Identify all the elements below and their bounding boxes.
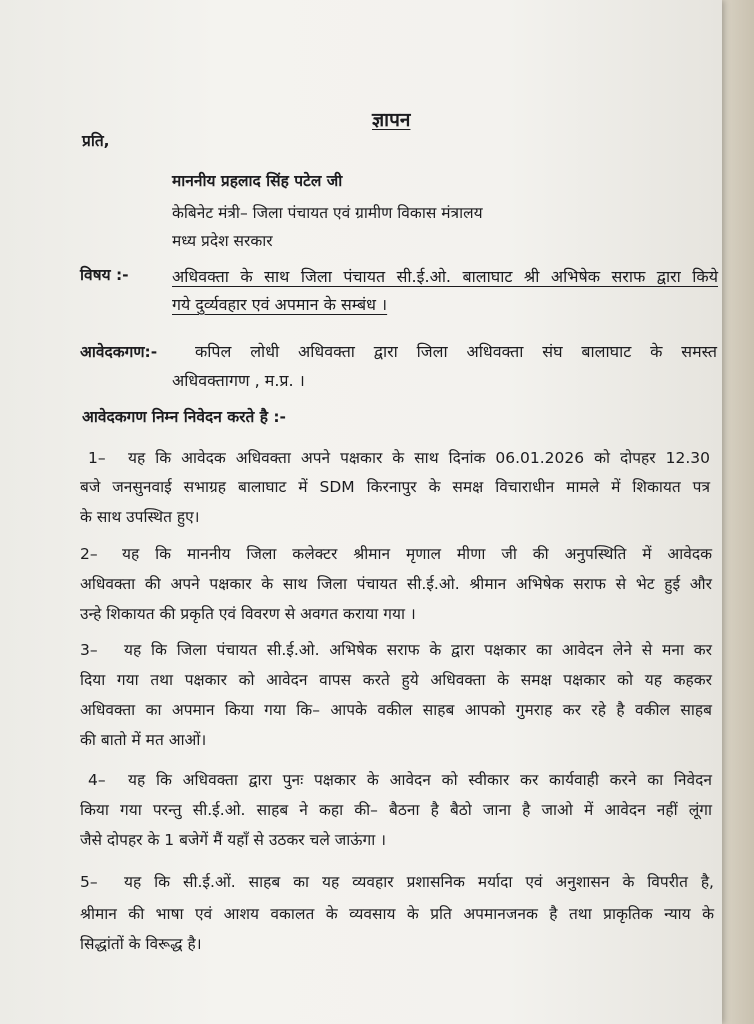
point-line: श्रीमान की भाषा एवं आशय वकालत के व्यवसाय के प्रति अपमानजनक है तथा प्राकृतिक न्याय के xyxy=(80,905,714,923)
point-line: दिया गया तथा पक्षकार को आवेदन वापस करते हुये अधिवक्ता के समक्ष पक्षकार को यह कहकर xyxy=(80,671,712,689)
salutation: प्रति, xyxy=(82,132,110,150)
point-line: यह कि जिला पंचायत सी.ई.ओ. अभिषेक सराफ के द्वारा पक्षकार का आवेदन लेने से मना कर xyxy=(124,641,712,659)
background-newspaper-strip xyxy=(722,0,754,1024)
applicants-line-1: कपिल लोधी अधिवक्ता द्वारा जिला अधिवक्ता संघ बालाघाट के समस्त xyxy=(195,342,717,361)
point-line: के साथ उपस्थित हुए। xyxy=(80,508,200,526)
point-line: किया गया परन्तु सी.ई.ओ. साहब ने कहा की– बैठना है बैठो जाना है जाओ में आवेदन नहीं लूंगा xyxy=(80,801,712,819)
point-line: उन्हे शिकायत की प्रकृति एवं विवरण से अवगत कराया गया । xyxy=(80,605,416,623)
subject-line-2: गये दुर्व्यवहार एवं अपमान के सम्बंध । xyxy=(172,295,388,314)
subject-label: विषय :- xyxy=(80,266,129,284)
recipient-designation: केबिनेट मंत्री– जिला पंचायत एवं ग्रामीण विकास मंत्रालय xyxy=(172,204,483,222)
point-line: बजे जनसुनवाई सभाग्रह बालाघाट में SDM किरनापुर के समक्ष विचाराधीन मामले में शिकायत पत्र xyxy=(80,478,710,496)
point-number: 5– xyxy=(80,873,98,891)
applicants-label: आवेदकगण:- xyxy=(80,343,158,361)
point-line: यह कि अधिवक्ता द्वारा पुनः पक्षकार के आवेदन को स्वीकार कर कार्यवाही करने का निवेदन xyxy=(128,771,712,789)
subject-line-1: अधिवक्ता के साथ जिला पंचायत सी.ई.ओ. बालाघाट श्री अभिषेक सराफ द्वारा किये xyxy=(172,267,718,286)
point-line: यह कि सी.ई.ओं. साहब का यह व्यवहार प्रशासनिक मर्यादा एवं अनुशासन के विपरीत है, xyxy=(124,873,714,891)
applicants-line-2: अधिवक्तागण , म.प्र. । xyxy=(172,371,305,390)
recipient-name: माननीय प्रहलाद सिंह पटेल जी xyxy=(172,172,343,190)
point-number: 3– xyxy=(80,641,98,659)
point-number: 1– xyxy=(88,449,106,467)
point-line: अधिवक्ता की अपने पक्षकार के साथ जिला पंचायत सी.ई.ओ. श्रीमान अभिषेक सराफ से भेट हुई और xyxy=(80,575,712,593)
intro-line: आवेदकगण निम्न निवेदन करते है :- xyxy=(82,408,286,426)
point-line: जैसे दोपहर के 1 बजेगें मैं यहाँ से उठकर चले जाऊंगा । xyxy=(80,831,387,849)
point-line: सिद्धांतों के विरूद्ध है। xyxy=(80,935,202,953)
point-line: यह कि माननीय जिला कलेक्टर श्रीमान मृणाल मीणा जी की अनुपस्थिति में आवेदक xyxy=(122,545,712,563)
document-title: ज्ञापन xyxy=(372,109,411,131)
point-number: 4– xyxy=(88,771,106,789)
recipient-government: मध्य प्रदेश सरकार xyxy=(172,232,273,250)
point-number: 2– xyxy=(80,545,98,563)
point-line: की बातो में मत आओं। xyxy=(80,731,207,749)
point-line: अधिवक्ता का अपमान किया गया कि– आपके वकील साहब आपको गुमराह कर रहे है वकील साहब xyxy=(80,701,712,719)
point-line: यह कि आवेदक अधिवक्ता अपने पक्षकार के साथ दिनांक 06.01.2026 को दोपहर 12.30 xyxy=(128,449,710,467)
